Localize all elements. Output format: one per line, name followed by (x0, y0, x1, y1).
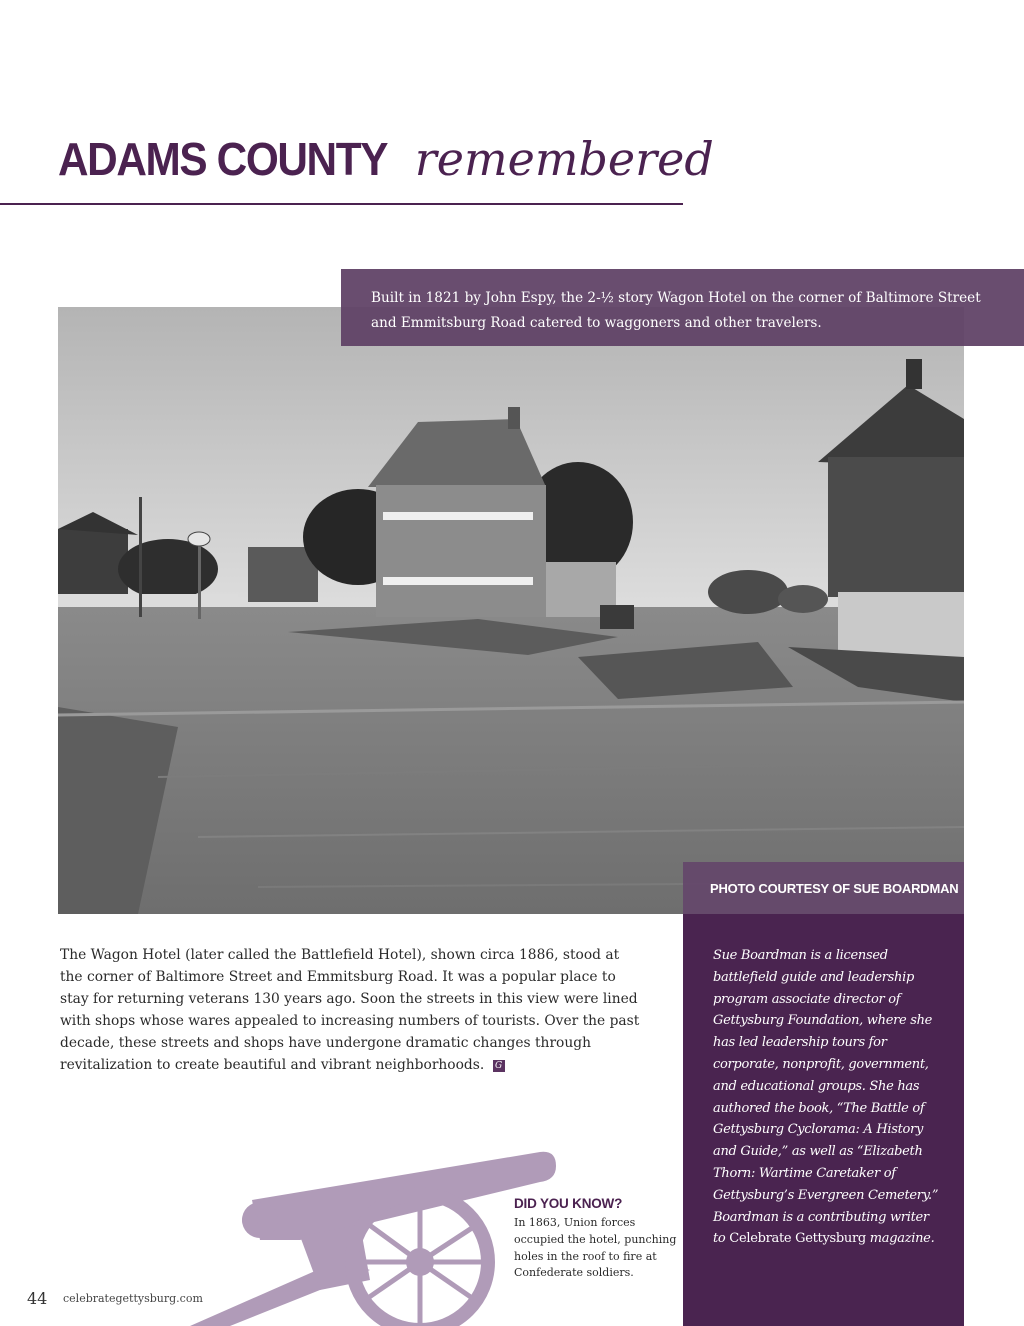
article-body (60, 944, 640, 1076)
article-text: The Wagon Hotel (later called the Battlefield Hotel), shown circa 1886, stood at the corner of Baltimore Street and Emmitsburg Road. It was a popular place to stay for returning veterans 130 years ago. Soon the streets in this view were lined with shops whose wares appealed to increasing numbers of tourists. Over the past decade, these streets and shops have undergone dramatic changes through revitalization to create beautiful and vibrant neighborhoods. (60, 947, 640, 1073)
photo-caption: Built in 1821 by John Espy, the 2-½ story Wagon Hotel on the corner of Baltimore Street and Emmitsburg Road catered to waggoners and other travelers. (341, 269, 1024, 346)
did-you-know-box (514, 1196, 684, 1282)
title-rule (0, 203, 683, 205)
website-link[interactable]: celebrategettysburg.com (63, 1292, 203, 1305)
did-you-know-title: DID YOU KNOW? (514, 1196, 623, 1211)
historic-photo (58, 307, 964, 914)
title-italic: remembered (414, 132, 714, 186)
author-bio (713, 945, 943, 1250)
photo-credit: PHOTO COURTESY OF SUE BOARDMAN (683, 862, 964, 914)
did-you-know-text: In 1863, Union forces occupied the hotel, punching holes in the roof to fire at Confederate soldiers. (514, 1216, 677, 1280)
bio-end: magazine. (869, 1231, 935, 1247)
page-title (58, 132, 714, 186)
end-mark-icon: G (493, 1060, 505, 1072)
magazine-name: Celebrate Gettysburg (729, 1231, 866, 1247)
cannon-icon (190, 1140, 570, 1326)
bio-text: Sue Boardman is a licensed battlefield guide and leadership program associate director of Gettysburg Foundation, where she has led leadership tours for corporate, nonprofit, government, and educational groups. She has authored the book, “The Battle of Gettysburg Cyclorama: A History and Guide,” as well as “Elizabeth Thorn: Wartime Caretaker of Gettysburg’s Evergreen Cemetery.” Boardman is a contributing writer to (713, 948, 939, 1247)
page-number: 44 (27, 1289, 48, 1308)
title-bold: ADAMS COUNTY (58, 133, 388, 185)
